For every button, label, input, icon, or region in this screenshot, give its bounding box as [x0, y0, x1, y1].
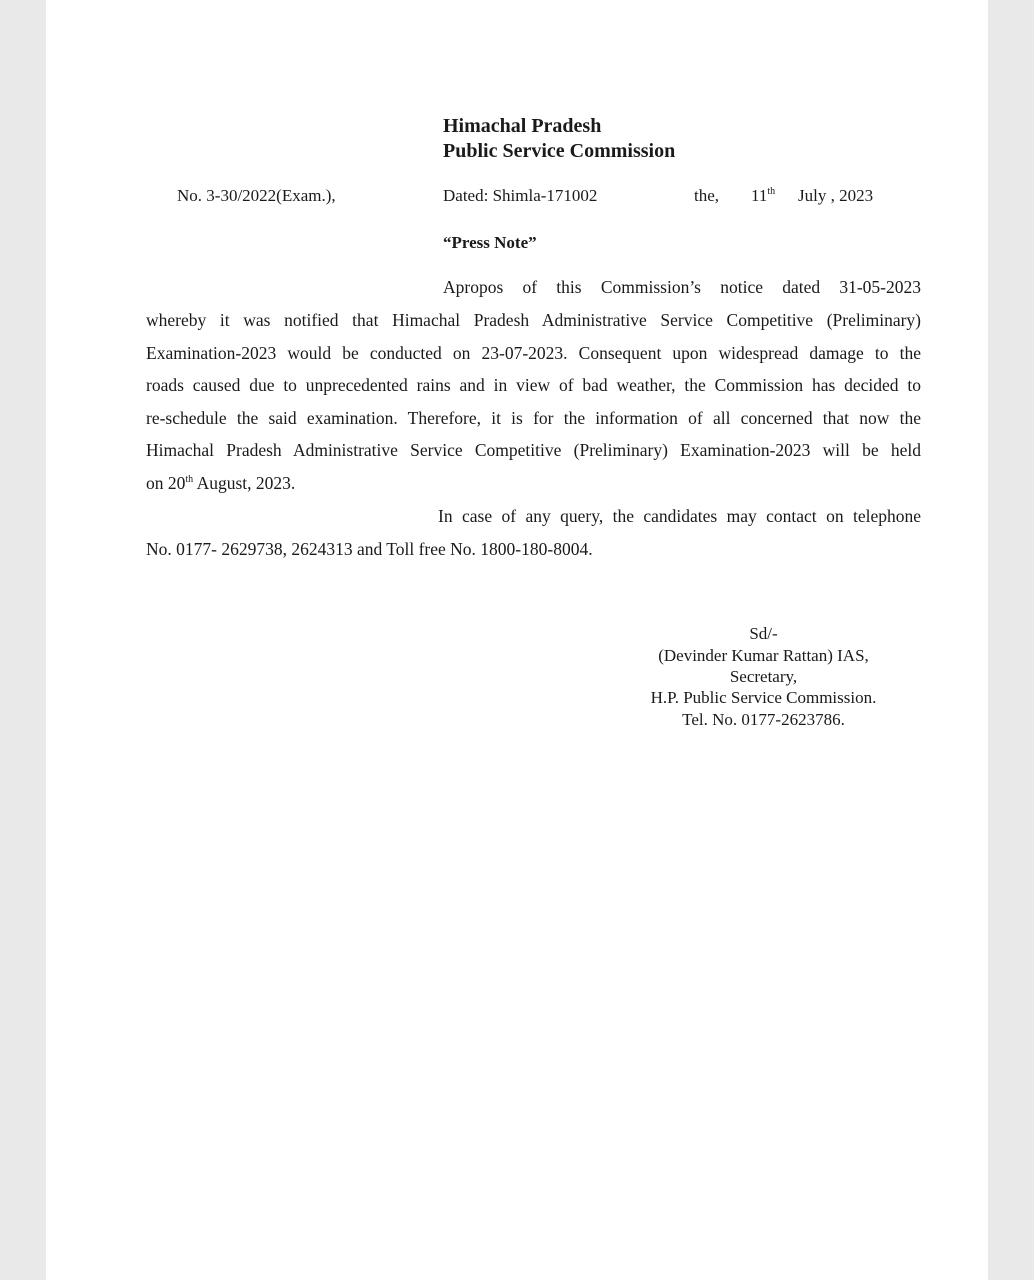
date-day: 11th — [751, 186, 776, 205]
signatory-telephone: Tel. No. 0177-2623786. — [682, 710, 845, 729]
para1-line-4: roads caused due to unprecedented rains and in view of bad weather, the Commission has decided to — [146, 375, 921, 395]
reference-number: No. 3-30/2022(Exam.), — [177, 186, 336, 205]
org-name-line1: Himachal Pradesh — [443, 115, 602, 137]
para2-line-2: No. 0177- 2629738, 2624313 and Toll free No. 1800-180-8004. — [146, 539, 593, 559]
press-note-title: “Press Note” — [443, 233, 537, 252]
document-page — [46, 0, 988, 1280]
para1-line-6: Himachal Pradesh Administrative Service Competitive (Preliminary) Examination-2023 will be held — [146, 440, 921, 460]
dated-place: Dated: Shimla-171002 — [443, 186, 598, 205]
signatory-office: H.P. Public Service Commission. — [650, 688, 877, 707]
date-the: the, — [694, 186, 720, 205]
para1-line-2: whereby it was notified that Himachal Pradesh Administrative Service Competitive (Preliminary) — [146, 310, 921, 330]
para1-line-1: Apropos of this Commission’s notice dated 31-05-2023 — [443, 277, 921, 297]
para2-line-1: In case of any query, the candidates may contact on telephone — [438, 506, 921, 526]
para1-line-7: on 20th August, 2023. — [146, 473, 296, 493]
signatory-designation: Secretary, — [729, 667, 798, 686]
signature-sd: Sd/- — [749, 624, 778, 643]
para1-line-5: re-schedule the said examination. Therefore, it is for the information of all concerned that now the — [146, 408, 921, 428]
signatory-name: (Devinder Kumar Rattan) IAS, — [658, 646, 869, 665]
date-month-year: July , 2023 — [798, 186, 874, 205]
para1-line-3: Examination-2023 would be conducted on 23-07-2023. Consequent upon widespread damage to the — [146, 343, 921, 363]
org-name-line2: Public Service Commission — [443, 140, 676, 162]
